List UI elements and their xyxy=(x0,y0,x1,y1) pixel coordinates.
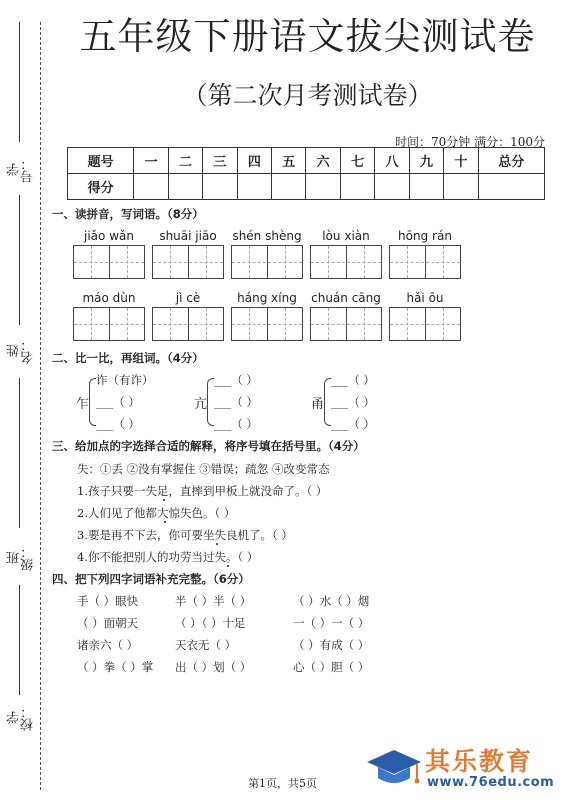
compare-line[interactable]: ___（ ） xyxy=(331,373,375,387)
brace xyxy=(207,378,214,426)
pinyin-label: shén shèng xyxy=(232,229,302,243)
emphasis-dot xyxy=(163,499,165,501)
pinyin-label: hǎi ōu xyxy=(406,291,444,305)
writing-grid[interactable] xyxy=(73,245,145,279)
meaning-options: 失：①丢 ②没有掌握住 ③错误；疏忽 ④改变常态 xyxy=(77,462,330,476)
emphasis-dot xyxy=(227,565,229,567)
class-label: 班级： xyxy=(7,545,36,571)
idiom-item[interactable]: （ ）水（ ）烟 xyxy=(293,594,370,608)
compare-line[interactable]: ___（ ） xyxy=(214,417,258,431)
student-no-label: 学号： xyxy=(7,157,36,183)
emphasis-dot xyxy=(216,543,218,545)
class-line xyxy=(19,585,20,695)
page-number: 第1页，共5页 xyxy=(248,777,317,790)
score-cell[interactable] xyxy=(168,174,202,200)
question-item[interactable]: 2.人们见了他都大惊失色。（ ） xyxy=(77,506,236,520)
question-item[interactable]: 1.孩子只要一失足，直摔到甲板上就没命了。（ ） xyxy=(77,484,328,498)
question-item[interactable]: 3.要是再不下去，你可要坐失良机了。（ ） xyxy=(77,528,293,542)
pinyin-label: shuāi jiāo xyxy=(159,229,217,243)
brand-logo xyxy=(365,742,565,800)
pinyin-label: hōng rán xyxy=(398,229,452,243)
idiom-item[interactable]: （ ）面朝天 xyxy=(77,616,139,630)
writing-grid[interactable] xyxy=(389,245,461,279)
writing-grid[interactable] xyxy=(310,307,382,341)
idiom-item[interactable]: 半（ ）半（ ） xyxy=(175,594,252,608)
compare-line[interactable]: ___（ ） xyxy=(96,395,140,409)
page-title: 五年级下册语文拔尖测试卷 xyxy=(79,15,536,58)
writing-grid[interactable] xyxy=(152,307,224,341)
writing-grid[interactable] xyxy=(389,307,461,341)
pinyin-label: jì cè xyxy=(175,291,201,305)
exam-meta: 时间：70分钟 满分：100分 xyxy=(395,135,545,149)
brand-name: 其乐教育 xyxy=(425,747,534,776)
idiom-item[interactable]: （ ）拳（ ）掌 xyxy=(77,660,154,674)
writing-grid[interactable] xyxy=(152,245,224,279)
compare-line[interactable]: ___（ ） xyxy=(96,417,140,431)
school-label: 学校： xyxy=(7,705,36,731)
table-cell: 十 xyxy=(444,148,478,174)
compare-line[interactable]: ___（ ） xyxy=(331,395,375,409)
writing-grid[interactable] xyxy=(73,307,145,341)
table-cell: 五 xyxy=(272,148,306,174)
compare-line[interactable]: ___（ ） xyxy=(331,417,375,431)
brace xyxy=(89,378,96,426)
name-line-lower xyxy=(19,378,20,528)
name-line-upper xyxy=(19,195,20,325)
table-cell: 二 xyxy=(168,148,202,174)
pinyin-label: lòu xiàn xyxy=(322,229,370,243)
writing-grid[interactable] xyxy=(231,307,303,341)
graduation-cap-icon xyxy=(365,746,423,792)
emphasis-dot xyxy=(164,521,166,523)
pinyin-label: háng xíng xyxy=(237,291,297,305)
idiom-item[interactable]: 出（ ）划（ ） xyxy=(175,660,252,674)
root-char: 甬 xyxy=(311,397,325,412)
table-cell: 四 xyxy=(237,148,271,174)
pinyin-label: jiǎo wǎn xyxy=(84,229,134,243)
writing-grid[interactable] xyxy=(310,245,382,279)
brand-url: www.76edu.com xyxy=(427,775,555,790)
idiom-item[interactable]: 心（ ）胆（ ） xyxy=(293,660,370,674)
table-cell: 一 xyxy=(134,148,168,174)
score-cell[interactable] xyxy=(375,174,409,200)
table-row xyxy=(68,174,545,200)
score-cell[interactable] xyxy=(272,174,306,200)
section1-heading: 一、读拼音，写词语。（8分） xyxy=(52,207,204,221)
score-cell[interactable] xyxy=(306,174,340,200)
compare-line: 诈（有诈） xyxy=(96,373,154,387)
table-cell: 七 xyxy=(340,148,374,174)
idiom-item[interactable]: 手（ ）眼快 xyxy=(77,594,139,608)
score-table xyxy=(67,147,545,200)
table-cell: 八 xyxy=(375,148,409,174)
name-label: 姓名： xyxy=(7,338,36,364)
table-cell: 得分 xyxy=(68,174,134,200)
score-cell[interactable] xyxy=(444,174,478,200)
page-subtitle: （第二次月考测试卷） xyxy=(182,81,433,110)
idiom-item[interactable]: 诸亲六（ ） xyxy=(77,638,139,652)
table-cell: 九 xyxy=(409,148,443,174)
compare-line[interactable]: ___（ ） xyxy=(214,395,258,409)
score-cell[interactable] xyxy=(409,174,443,200)
idiom-item[interactable]: （ ）有成（ ） xyxy=(293,638,370,652)
idiom-item[interactable]: 天衣无（ ） xyxy=(175,638,237,652)
student-no-line xyxy=(19,22,20,142)
writing-grid[interactable] xyxy=(231,245,303,279)
section3-heading: 三、给加点的字选择合适的解释，将序号填在括号里。（4分） xyxy=(52,439,365,453)
idiom-item[interactable]: 一（ ）一（ ） xyxy=(293,616,370,630)
question-item[interactable]: 4.你不能把别人的功劳当过失。（ ） xyxy=(77,550,259,564)
score-cell[interactable] xyxy=(237,174,271,200)
binding-dashed-line xyxy=(40,22,41,790)
table-cell: 三 xyxy=(203,148,237,174)
table-cell: 总分 xyxy=(478,148,544,174)
root-char: 亢 xyxy=(194,397,208,412)
root-char: 乍 xyxy=(76,397,90,412)
table-cell: 题号 xyxy=(68,148,134,174)
table-cell: 六 xyxy=(306,148,340,174)
score-cell[interactable] xyxy=(478,174,544,200)
pinyin-label: máo dùn xyxy=(82,291,136,305)
score-cell[interactable] xyxy=(340,174,374,200)
score-cell[interactable] xyxy=(134,174,168,200)
pinyin-label: chuán cāng xyxy=(311,291,381,305)
idiom-item[interactable]: （ ）（ ）十足 xyxy=(175,616,246,630)
section4-heading: 四、把下列四字词语补充完整。（6分） xyxy=(52,572,250,586)
table-row xyxy=(68,148,545,174)
score-cell[interactable] xyxy=(203,174,237,200)
compare-line[interactable]: ___（ ） xyxy=(214,373,258,387)
brace xyxy=(324,378,331,426)
section2-heading: 二、比一比，再组词。（4分） xyxy=(52,351,204,365)
